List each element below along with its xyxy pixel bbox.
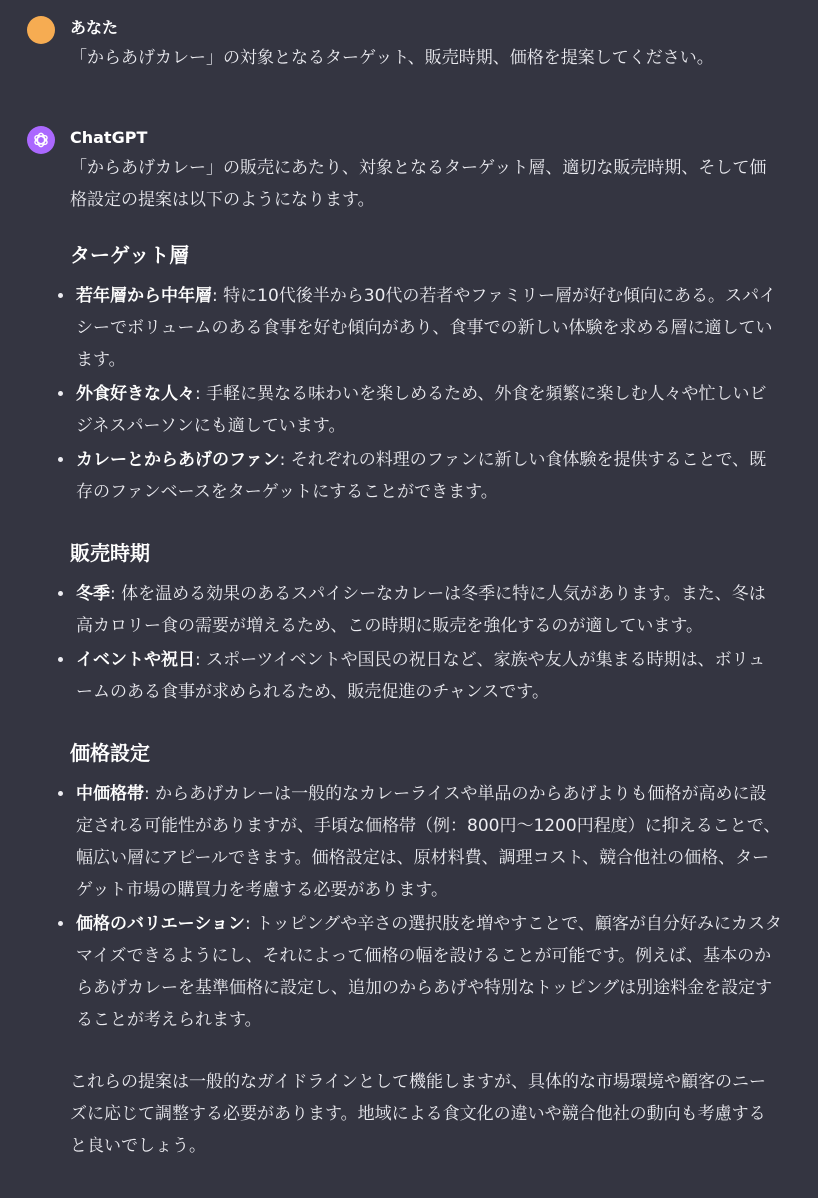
list-item [70, 644, 782, 708]
bullet-dot-icon [58, 921, 63, 926]
item-text: : からあげカレーは一般的なカレーライスや単品のからあげよりも価格が高めに設定される可能性がありますが、手頃な価格帯（例：800円〜1200円程度）に抑えることで、幅広い層にアピールできます。価格設定は、原材料費、調理コスト、競合他社の価格、ターゲット市場の購買力を考慮する必要があります。 [76, 784, 781, 900]
section-title-target: ターゲット層 [70, 243, 190, 267]
item-text: : 特に10代後半から30代の若者やファミリー層が好む傾向にある。スパイシーでボリュームのある食事を好む傾向があり、食事での新しい体験を求める層に適しています。 [76, 286, 777, 370]
item-title: イベントや祝日 [76, 650, 195, 670]
list-item [70, 778, 782, 906]
user-avatar-icon [27, 16, 55, 44]
section-title-season: 販売時期 [70, 541, 150, 565]
list-item [70, 378, 782, 442]
bullet-dot-icon [58, 391, 63, 396]
assistant-message-body [70, 152, 782, 1162]
item-title: 外食好きな人々 [76, 384, 195, 404]
price-list [70, 778, 782, 1036]
assistant-closing: これらの提案は一般的なガイドラインとして機能しますが、具体的な市場環境や顧客のニーズに応じて調整する必要があります。地域による食文化の違いや競合他社の動向も考慮すると良いでしょう。 [70, 1072, 766, 1156]
list-item [70, 578, 782, 642]
list-item [70, 444, 782, 508]
bullet-dot-icon [58, 293, 63, 298]
season-list [70, 578, 782, 708]
item-text: : スポーツイベントや国民の祝日など、家族や友人が集まる時期は、ボリュームのある食事が求められるため、販売促進のチャンスです。 [76, 650, 766, 702]
item-title: 価格のバリエーション [76, 914, 245, 934]
bullet-dot-icon [58, 791, 63, 796]
item-text: : 体を温める効果のあるスパイシーなカレーは冬季に特に人気があります。また、冬は高カロリー食の需要が増えるため、この時期に販売を強化するのが適しています。 [76, 584, 766, 636]
item-title: カレーとからあげのファン [76, 450, 280, 470]
list-item [70, 908, 782, 1036]
assistant-intro: 「からあげカレー」の販売にあたり、対象となるターゲット層、適切な販売時期、そして価格設定の提案は以下のようになります。 [70, 158, 767, 210]
section-title-price: 価格設定 [70, 741, 150, 765]
target-list [70, 280, 782, 508]
bullet-dot-icon [58, 591, 63, 596]
bullet-dot-icon [58, 457, 63, 462]
user-name: あなた [70, 18, 119, 37]
assistant-name: ChatGPT [70, 128, 148, 147]
user-message-text: 「からあげカレー」の対象となるターゲット、販売時期、価格を提案してください。 [70, 48, 714, 68]
item-text: : トッピングや辛さの選択肢を増やすことで、顧客が自分好みにカスタマイズできるようにし、それによって価格の幅を設けることが可能です。例えば、基本のからあげカレーを基準価格に設定し、追加のからあげや特別なトッピングは別途料金を設定することが考えられます。 [76, 914, 782, 1030]
item-title: 中価格帯 [76, 784, 144, 804]
item-text: : 手軽に異なる味わいを楽しめるため、外食を頻繁に楽しむ人々や忙しいビジネスパーソンにも適しています。 [76, 384, 767, 436]
item-title: 若年層から中年層 [76, 286, 212, 306]
item-title: 冬季 [76, 584, 110, 604]
list-item [70, 280, 782, 376]
openai-logo-icon [27, 126, 55, 154]
bullet-dot-icon [58, 657, 63, 662]
item-text: : それぞれの料理のファンに新しい食体験を提供することで、既存のファンベースをターゲットにすることができます。 [76, 450, 767, 502]
